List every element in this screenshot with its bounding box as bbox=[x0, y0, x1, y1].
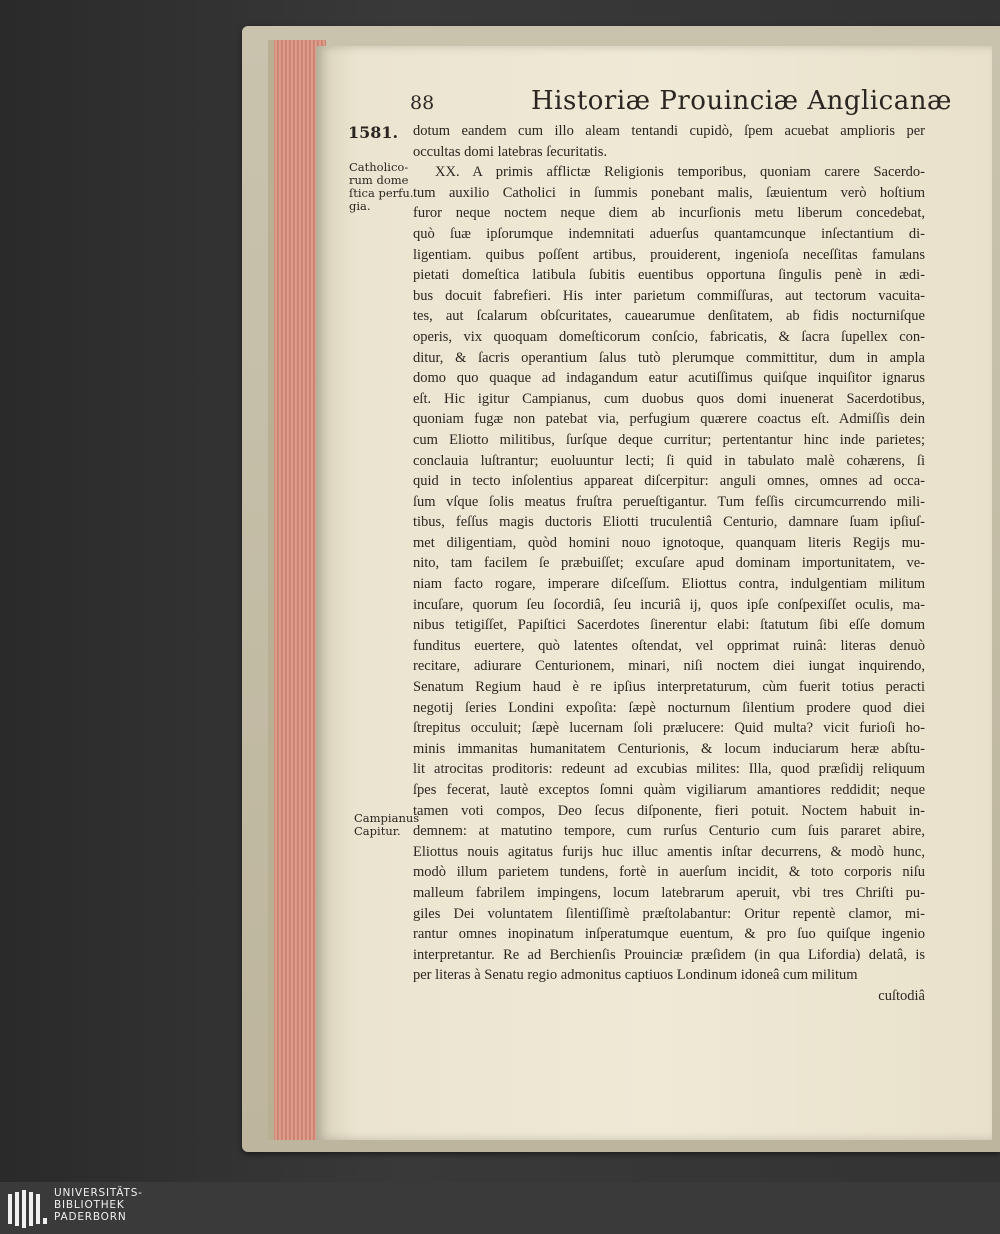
text-line: per literas à Senatu regio admonitus captiuos Londinum idoneâ cum militum bbox=[413, 967, 858, 984]
page-number: 88 bbox=[410, 92, 435, 114]
text-line: ditur, & ſacris operantium ſalus tutò plerumque committitur, dum in ampla bbox=[413, 349, 925, 366]
text-line: conclauia luſtrantur; euoluuntur lecti; ſi quid in tabulato malè cohærens, ſi bbox=[413, 452, 925, 469]
margin-year: 1581. bbox=[348, 123, 399, 142]
library-logo-text bbox=[54, 1187, 143, 1223]
text-line: ſtrepitus occuluit; ſæpè lucernam ſoli prælucere: Quid multa? vicit furioſi ho- bbox=[413, 720, 925, 737]
text-line: tibus, feſſus magis ductoris Eliotti truculentiâ Centurio, damnare ſuam ipſiuſ- bbox=[413, 514, 925, 531]
text-line: operis, vix quoquam domeſticorum conſcio, fabricatis, & ſacra ſupellex con- bbox=[413, 328, 925, 345]
text-line: interpretantur. Re ad Berchienſis Prouinciæ præſidem (in qua Lifordia) delatâ, is bbox=[413, 946, 925, 963]
text-line: niam facto rogare, imperare diſceſſum. Eliottus contra, indulgentiam militum bbox=[413, 576, 925, 593]
library-logo-icon bbox=[8, 1190, 48, 1228]
text-line: quò ſuæ ipſorumque indemnitati aduerſus quantamcunque inſectantium di- bbox=[413, 225, 925, 242]
running-head: Historiæ Prouinciæ Anglicanæ bbox=[531, 86, 952, 116]
text-line: cum Eliotto militibus, ſurſque deque curritur; pertentantur hinc inde parietes; bbox=[413, 431, 925, 448]
footer-bar bbox=[0, 1182, 1000, 1234]
text-line: bus docuit fabrefieri. His inter parietum commiſſuras, aut tectorum vacuita- bbox=[413, 287, 925, 304]
text-line: minis immanitas humanitatem Centurionis, & locum induciarum heræ abſtu- bbox=[413, 740, 925, 757]
margin-note-refuges: Catholico-rum dome ſtica perfu. gia. bbox=[349, 160, 414, 213]
text-line: negotij ſeries Londini expoſita: ſæpè nocturnum ſilentium prodere quod diei bbox=[413, 699, 925, 716]
text-line: incuſare, quorum ſeu ſocordiâ, ſeu incuriâ ij, quos ipſe conſpexiſſet oculis, ma- bbox=[413, 596, 925, 613]
text-line: modò illum parietem tundens, fortè in auerſum incidit, & toto corporis niſu bbox=[413, 864, 925, 881]
body-text bbox=[413, 121, 925, 1007]
text-line: tum auxilio Catholici in ſummis ponebant malis, ſæuientum verò hoſtium bbox=[413, 184, 925, 201]
logo-line-2: BIBLIOTHEK bbox=[54, 1199, 125, 1211]
text-line: met diligentiam, quòd homini nouo ignotoque, quanquam literis Regijs mu- bbox=[413, 534, 925, 551]
text-line: quoniam fugæ non patebat via, perfugium quærere coactus eſt. Admiſſis dein bbox=[413, 411, 925, 428]
logo-line-1: UNIVERSITÄTS- bbox=[54, 1187, 143, 1199]
text-line: Eliottus nouis agitatus furijs huc illuc amentis inſtar decurrens, & modò hunc, bbox=[413, 843, 925, 860]
text-line: domo quo quaque ad indagandum eatur acutiſſimus quiſque inquiſitor ignarus bbox=[413, 370, 925, 387]
text-line: dotum eandem cum illo aleam tentandi cupidò, ſpem acuebat amplioris per bbox=[413, 123, 925, 139]
text-line: giles Dei voluntatem ſilentiſſimè præſtolabantur: Oritur repentè clamor, mi- bbox=[413, 905, 925, 922]
text-line: nito, tam facilem ſe præbuiſſet; excuſare apud dominam importunitatem, ve- bbox=[413, 555, 925, 572]
text-line: demnem: at matutino tempore, cum rurſus Centurio cum ſuis pararet abire, bbox=[413, 823, 925, 840]
margin-note-capture: Campianus Capitur. bbox=[354, 811, 420, 838]
text-line: nibus tetigiſſet, Papiſtici Sacerdotes ſinerentur elabi: ſtatutum ſibi eſſe domum bbox=[413, 617, 925, 634]
text-line: rantur omnes inopinatum inſperatumque euentum, & pro ſuo quiſque ingenio bbox=[413, 926, 925, 943]
text-line: tamen voti compos, Deo ſecus diſponente, fieri potuit. Noctem habuit in- bbox=[413, 802, 925, 819]
text-line: Senatum Regium haud è re ipſius interpretaturum, cùm fuerit totius peracti bbox=[413, 679, 925, 696]
text-line: recitare, adiurare Centurionem, minari, niſi noctem diei iungat inquirendo, bbox=[413, 658, 925, 675]
text-line: ligentiam. quibus poſſent artibus, prouiderent, ingenioſa neceſſitas famulans bbox=[413, 246, 925, 263]
text-line: ſpes fecerat, lautè exceptos ſomni quàm vigiliarum amantiores reddidit; neque bbox=[413, 782, 925, 798]
text-line: lit atrocitas proditoris: redeunt ad excubias milites: Illa, quod præſidij reliquum bbox=[413, 761, 925, 778]
text-line: ſum vſque ſolis meatus fruſtra perueſtigantur. Tum feſſis circumcurrendo mili- bbox=[413, 493, 925, 510]
text-line: quid in tecto inſolentius appareat diſcerpitur: anguli omnes, omnes ad occa- bbox=[413, 473, 925, 490]
text-line: occultas domi latebras ſecuritatis. bbox=[413, 143, 608, 160]
text-line: tes, aut ſcalarum obſcuritates, cauearumue denſitatem, ab fidis nocturniſque bbox=[413, 308, 925, 325]
text-line: furor neque noctem neque diem ab incurſionis metu liberum concedebat, bbox=[413, 205, 925, 222]
logo-line-3: PADERBORN bbox=[54, 1211, 127, 1223]
text-line: XX. A primis afflictæ Religionis temporibus, quoniam carere Sacerdo- bbox=[435, 164, 925, 181]
text-line: funditus euertere, quò latentes oſtendat, vel opprimat ruinâ: literas denuò bbox=[413, 637, 925, 654]
text-line: cuſtodiâ bbox=[878, 987, 925, 1004]
text-line: malleum fabrilem impingens, locum latebrarum aperuit, vbi tres Chriſti pu- bbox=[413, 884, 925, 901]
text-line: pietati domeſtica latibula ſubitis euentibus opportuna ſingulis penè in ædi- bbox=[413, 267, 925, 284]
text-line: eſt. Hic igitur Campianus, cum duobus quos domi inuenerat Sacerdotibus, bbox=[413, 390, 925, 407]
